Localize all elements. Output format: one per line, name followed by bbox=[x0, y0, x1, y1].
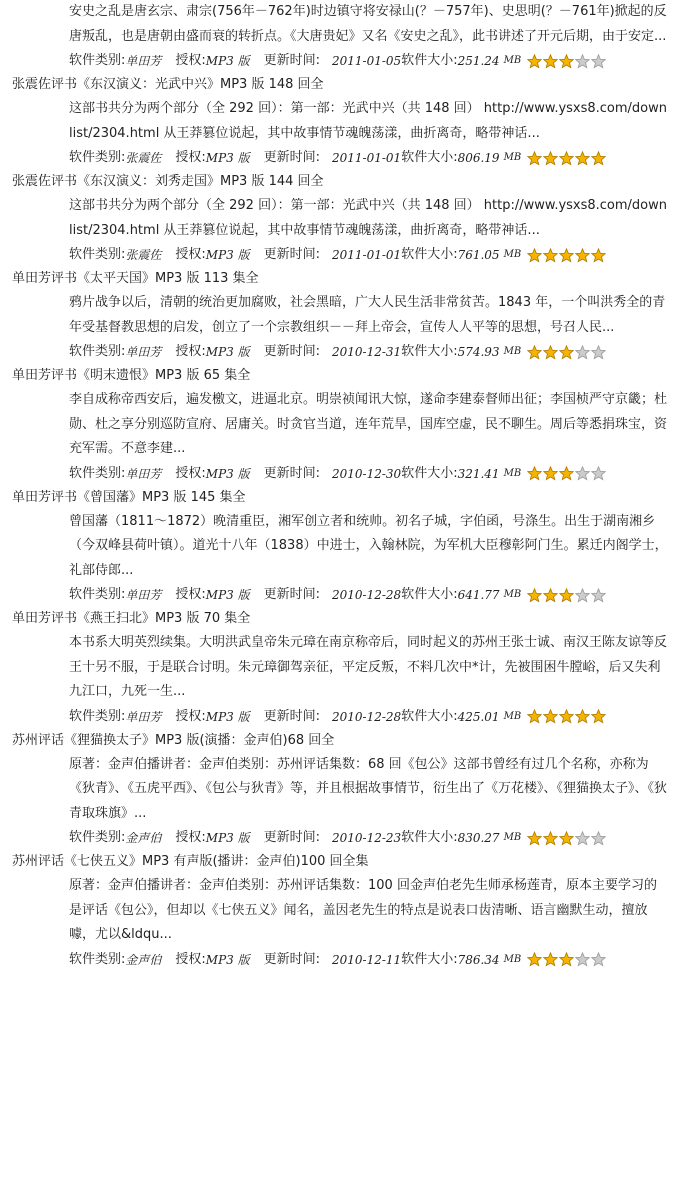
updated-value: 2010-12-30 bbox=[332, 466, 402, 481]
size-value: 321.41 bbox=[457, 466, 500, 481]
star-filled-icon bbox=[527, 248, 542, 263]
star-empty-icon bbox=[575, 588, 590, 603]
star-filled-icon bbox=[543, 345, 558, 360]
star-rating bbox=[527, 345, 607, 360]
category-label: 软件类别: bbox=[69, 951, 126, 967]
star-filled-icon bbox=[575, 709, 590, 724]
category-label: 软件类别: bbox=[69, 150, 126, 165]
size-label: 软件大小: bbox=[401, 708, 458, 724]
item-description: 原著：金声伯播讲者：金声伯类别：苏州评话集数：68 回《包公》这部书曾经有过几个名称，亦称为《狄青》、《五虎平西》、《包公与狄青》等，并且根据故事情节，衍生出了《万花楼》、《狸猫换太子》、《狄青取珠旗》... bbox=[69, 756, 668, 821]
size-value: 574.93 bbox=[457, 345, 500, 359]
category-value: 单田芳 bbox=[125, 345, 162, 359]
updated-label: 更新时间: bbox=[263, 587, 320, 602]
size-label: 软件大小: bbox=[401, 951, 458, 967]
license-value: MP3 版 bbox=[205, 54, 250, 68]
category-value: 单田芳 bbox=[125, 709, 162, 724]
category-label: 软件类别: bbox=[69, 708, 126, 724]
item-title-link[interactable]: 苏州评话《狸猫换太子》MP3 版(演播：金声伯)68 回全 bbox=[12, 732, 335, 748]
size-value: 251.24 bbox=[457, 54, 500, 68]
item-title-link[interactable]: 苏州评话《七侠五义》MP3 有声版(播讲：金声伯)100 回全集 bbox=[12, 854, 369, 869]
star-filled-icon bbox=[543, 588, 558, 603]
star-filled-icon bbox=[543, 709, 558, 724]
size-label: 软件大小: bbox=[401, 247, 458, 262]
category-label: 软件类别: bbox=[69, 830, 126, 845]
item-meta bbox=[69, 948, 700, 972]
star-rating bbox=[527, 54, 607, 69]
size-value: 830.27 bbox=[457, 831, 500, 845]
item-description: 李自成称帝西安后，遍发檄文，进逼北京。明崇祯闻讯大惊，遂命李建泰督师出征；李国桢严守京畿；杜勋、杜之享分别巡防宣府、居庸关。时贪官当道，连年荒旱，国库空虚，民不聊生。周后等悉捐珠宝，资充军需。不意李建... bbox=[69, 392, 668, 456]
star-empty-icon bbox=[575, 831, 590, 846]
license-label: 授权: bbox=[175, 53, 206, 68]
star-empty-icon bbox=[591, 588, 606, 603]
updated-value: 2010-12-11 bbox=[332, 952, 402, 967]
size-label: 软件大小: bbox=[401, 830, 458, 845]
star-filled-icon bbox=[559, 151, 574, 166]
category-label: 软件类别: bbox=[69, 247, 126, 262]
size-unit: MB bbox=[503, 346, 522, 357]
star-filled-icon bbox=[559, 831, 574, 846]
updated-value: 2011-01-01 bbox=[332, 151, 402, 165]
star-filled-icon bbox=[543, 151, 558, 166]
star-filled-icon bbox=[575, 248, 590, 263]
item-meta bbox=[69, 583, 700, 607]
star-rating bbox=[527, 466, 607, 481]
list-item bbox=[0, 729, 700, 851]
item-meta bbox=[69, 826, 700, 850]
star-empty-icon bbox=[591, 831, 606, 846]
size-value: 641.77 bbox=[457, 588, 500, 602]
size-label: 软件大小: bbox=[401, 465, 458, 481]
list-item bbox=[0, 607, 700, 729]
updated-label: 更新时间: bbox=[263, 247, 320, 262]
star-filled-icon bbox=[527, 151, 542, 166]
item-title-link[interactable]: 单田芳评书《曾国藩》MP3 版 145 集全 bbox=[12, 489, 246, 505]
item-title-link[interactable]: 单田芳评书《明末遗恨》MP3 版 65 集全 bbox=[12, 368, 251, 383]
item-meta bbox=[69, 243, 700, 267]
size-unit: MB bbox=[503, 589, 522, 600]
star-filled-icon bbox=[591, 248, 606, 263]
star-filled-icon bbox=[543, 54, 558, 69]
license-value: MP3 版 bbox=[205, 466, 250, 481]
license-label: 授权: bbox=[175, 247, 206, 262]
updated-value: 2010-12-28 bbox=[332, 709, 402, 724]
item-title-link[interactable]: 单田芳评书《燕王扫北》MP3 版 70 集全 bbox=[12, 611, 251, 626]
item-meta bbox=[69, 340, 700, 364]
star-filled-icon bbox=[559, 248, 574, 263]
item-description: 原著：金声伯播讲者：金声伯类别：苏州评话集数：100 回金声伯老先生师承杨莲青，原本主要学习的是评话《包公》，但却以《七侠五义》闻名，盖因老先生的特点是说表口齿清晰、语言幽默生动，擅放噱，尤以&ldqu... bbox=[69, 878, 657, 942]
updated-value: 2010-12-23 bbox=[332, 831, 402, 845]
license-label: 授权: bbox=[175, 344, 206, 359]
updated-label: 更新时间: bbox=[263, 830, 320, 845]
size-label: 软件大小: bbox=[401, 53, 458, 68]
star-filled-icon bbox=[527, 345, 542, 360]
category-value: 单田芳 bbox=[125, 466, 162, 481]
star-empty-icon bbox=[575, 952, 590, 967]
list-item bbox=[0, 170, 700, 267]
item-title-link[interactable]: 张震佐评书《东汉演义：刘秀走国》MP3 版 144 回全 bbox=[12, 174, 324, 189]
size-unit: MB bbox=[503, 467, 522, 479]
updated-label: 更新时间: bbox=[263, 465, 320, 481]
star-rating bbox=[527, 831, 607, 846]
star-filled-icon bbox=[559, 952, 574, 967]
category-value: 单田芳 bbox=[125, 588, 162, 602]
star-filled-icon bbox=[527, 466, 542, 481]
size-label: 软件大小: bbox=[401, 587, 458, 602]
star-filled-icon bbox=[543, 248, 558, 263]
star-filled-icon bbox=[591, 151, 606, 166]
star-filled-icon bbox=[559, 345, 574, 360]
star-rating bbox=[527, 151, 607, 166]
star-filled-icon bbox=[591, 709, 606, 724]
category-label: 软件类别: bbox=[69, 344, 126, 359]
list-item bbox=[0, 267, 700, 364]
license-label: 授权: bbox=[175, 708, 206, 724]
license-value: MP3 版 bbox=[205, 952, 250, 967]
updated-value: 2011-01-05 bbox=[332, 54, 402, 68]
star-filled-icon bbox=[575, 151, 590, 166]
star-empty-icon bbox=[575, 345, 590, 360]
star-filled-icon bbox=[543, 466, 558, 481]
star-filled-icon bbox=[527, 54, 542, 69]
size-value: 786.34 bbox=[457, 952, 500, 967]
size-label: 软件大小: bbox=[401, 344, 458, 359]
size-label: 软件大小: bbox=[401, 150, 458, 165]
star-empty-icon bbox=[591, 54, 606, 69]
star-filled-icon bbox=[543, 831, 558, 846]
category-value: 金声伯 bbox=[125, 831, 162, 845]
item-title-link[interactable]: 张震佐评书《东汉演义：光武中兴》MP3 版 148 回全 bbox=[12, 77, 324, 92]
size-unit: MB bbox=[503, 953, 522, 965]
item-description: 这部书共分为两个部分（全 292 回）：第一部：光武中兴（共 148 回） http://www.ysxs8.com/downlist/2304.html 从王莽篡位说起，其中故事情节魂魄荡漾，曲折离奇，略带神话... bbox=[69, 198, 668, 238]
star-filled-icon bbox=[559, 588, 574, 603]
updated-label: 更新时间: bbox=[263, 150, 320, 165]
star-filled-icon bbox=[527, 831, 542, 846]
star-rating bbox=[527, 952, 607, 967]
category-label: 软件类别: bbox=[69, 465, 126, 481]
star-filled-icon bbox=[527, 588, 542, 603]
category-value: 单田芳 bbox=[125, 54, 162, 68]
size-unit: MB bbox=[503, 55, 522, 66]
size-unit: MB bbox=[503, 710, 522, 722]
item-title-link[interactable]: 单田芳评书《太平天国》MP3 版 113 集全 bbox=[12, 271, 259, 286]
star-filled-icon bbox=[527, 952, 542, 967]
star-rating bbox=[527, 709, 607, 724]
license-value: MP3 版 bbox=[205, 345, 250, 359]
star-filled-icon bbox=[559, 709, 574, 724]
item-description: 本书系大明英烈续集。大明洪武皇帝朱元璋在南京称帝后，同时起义的苏州王张士诚、南汉王陈友谅等反王十另不服，于是联合讨明。朱元璋御驾亲征，平定反叛，不料几次中*计，先被围困牛膛峪，后又失利九江口，九死一生... bbox=[69, 635, 668, 699]
license-label: 授权: bbox=[175, 465, 206, 481]
item-description: 曾国藩（1811～1872）晚清重臣，湘军创立者和统帅。初名子城，字伯函，号涤生。出生于湖南湘乡（今双峰县荷叶镇）。道光十八年（1838）中进士，入翰林院，为军机大臣穆彰阿门生。累迁内阁学士，礼部侍郎... bbox=[69, 513, 668, 578]
updated-label: 更新时间: bbox=[263, 53, 320, 68]
star-rating bbox=[527, 588, 607, 603]
updated-value: 2010-12-28 bbox=[332, 588, 402, 602]
item-description: 鸦片战争以后，清朝的统治更加腐败，社会黑暗，广大人民生活非常贫苦。1843 年，一个叫洪秀全的青年受基督教思想的启发，创立了一个宗教组织－－拜上帝会，宣传人人平等的思想，号召人民... bbox=[69, 295, 666, 335]
license-label: 授权: bbox=[175, 830, 206, 845]
size-value: 425.01 bbox=[457, 709, 500, 724]
license-value: MP3 版 bbox=[205, 831, 250, 845]
category-value: 金声伯 bbox=[125, 952, 162, 967]
license-label: 授权: bbox=[175, 150, 206, 165]
license-value: MP3 版 bbox=[205, 709, 250, 724]
category-label: 软件类别: bbox=[69, 53, 126, 68]
star-filled-icon bbox=[527, 709, 542, 724]
size-value: 761.05 bbox=[457, 248, 500, 262]
updated-label: 更新时间: bbox=[263, 708, 320, 724]
category-value: 张震佐 bbox=[125, 248, 162, 262]
updated-label: 更新时间: bbox=[263, 951, 320, 967]
item-description: 安史之乱是唐玄宗、肃宗(756年－762年)时边镇守将安禄山(？－757年)、史思明(？－761年)掀起的反唐叛乱，也是唐朝由盛而衰的转折点。《大唐贵妃》又名《安史之乱》，此书讲述了开元后期，由于安定... bbox=[69, 4, 667, 44]
size-unit: MB bbox=[503, 832, 522, 843]
star-empty-icon bbox=[575, 54, 590, 69]
license-label: 授权: bbox=[175, 951, 206, 967]
list-item bbox=[0, 486, 700, 608]
item-meta bbox=[69, 462, 700, 486]
item-meta bbox=[69, 705, 700, 729]
list-item bbox=[0, 364, 700, 486]
list-item bbox=[0, 850, 700, 972]
star-empty-icon bbox=[591, 466, 606, 481]
star-filled-icon bbox=[543, 952, 558, 967]
license-value: MP3 版 bbox=[205, 151, 250, 165]
updated-value: 2011-01-01 bbox=[332, 248, 402, 262]
star-filled-icon bbox=[559, 466, 574, 481]
license-value: MP3 版 bbox=[205, 248, 250, 262]
list-item bbox=[0, 73, 700, 170]
star-empty-icon bbox=[591, 345, 606, 360]
updated-label: 更新时间: bbox=[263, 344, 320, 359]
license-label: 授权: bbox=[175, 587, 206, 602]
star-rating bbox=[527, 248, 607, 263]
item-meta bbox=[69, 49, 700, 73]
star-empty-icon bbox=[591, 952, 606, 967]
item-description: 这部书共分为两个部分（全 292 回）：第一部：光武中兴（共 148 回） http://www.ysxs8.com/downlist/2304.html 从王莽篡位说起，其中故事情节魂魄荡漾，曲折离奇，略带神话... bbox=[69, 101, 668, 141]
size-value: 806.19 bbox=[457, 151, 500, 165]
item-meta bbox=[69, 146, 700, 170]
category-label: 软件类别: bbox=[69, 587, 126, 602]
size-unit: MB bbox=[503, 249, 522, 260]
list-item bbox=[0, 0, 700, 73]
star-empty-icon bbox=[575, 466, 590, 481]
size-unit: MB bbox=[503, 152, 522, 163]
updated-value: 2010-12-31 bbox=[332, 345, 402, 359]
category-value: 张震佐 bbox=[125, 151, 162, 165]
star-filled-icon bbox=[559, 54, 574, 69]
license-value: MP3 版 bbox=[205, 588, 250, 602]
